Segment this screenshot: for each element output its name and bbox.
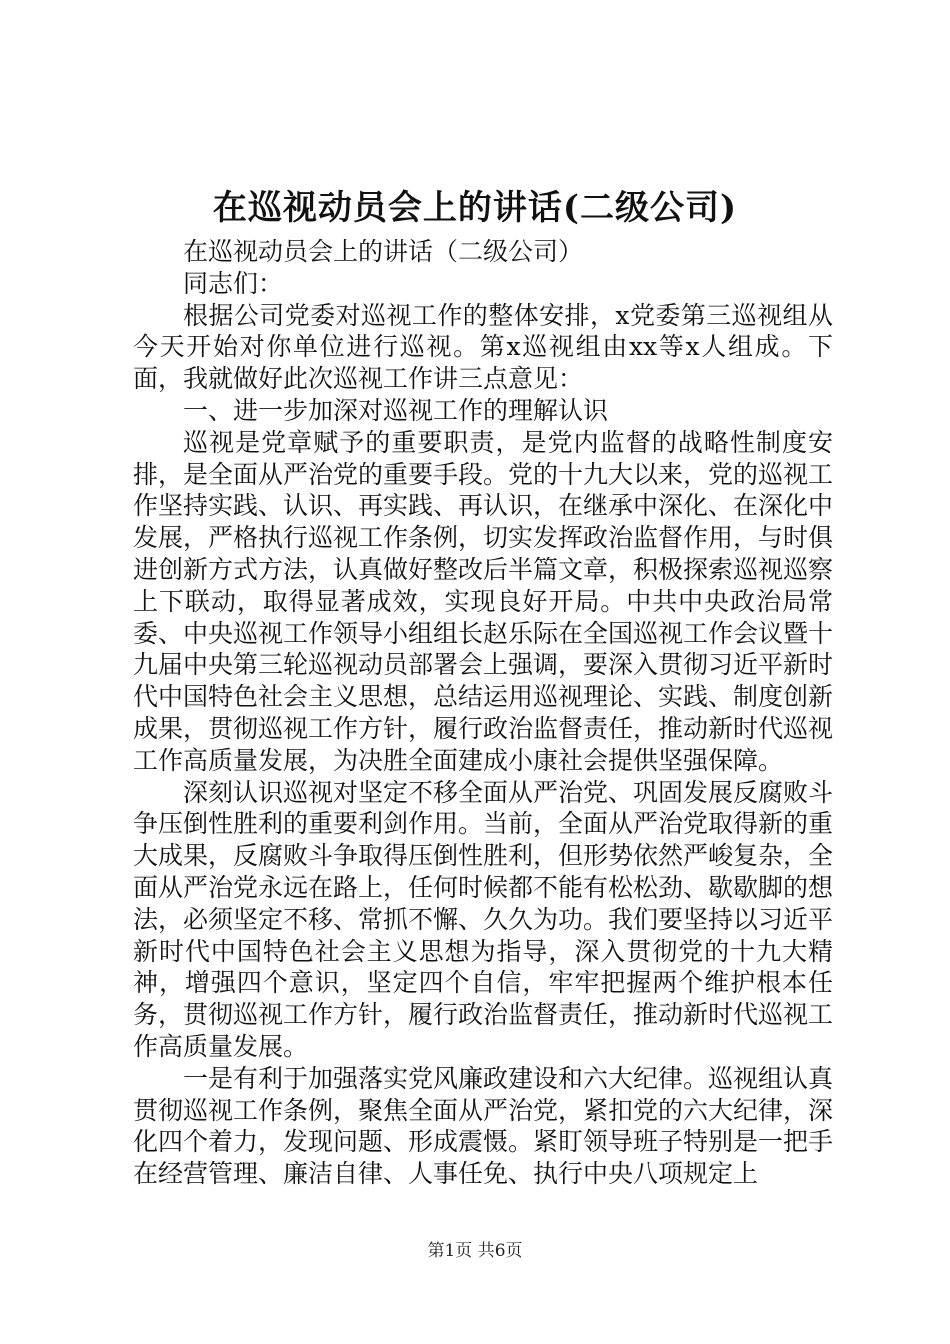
paragraph-salutation: 同志们：: [183, 268, 284, 298]
document-body: [133, 236, 833, 1190]
paragraph-intro: 根据公司党委对巡视工作的整体安排，x党委第三巡视组从今天开始对你单位进行巡视。第x巡视组由xx等x人组成。下面，我就做好此次巡视工作讲三点意见：: [133, 300, 833, 394]
paragraph-body: 一是有利于加强落实党风廉政建设和六大纪律。巡视组认真贯彻巡视工作条例，聚焦全面从严治党，紧扣党的六大纪律，深化四个着力，发现问题、形成震慑。紧盯领导班子特别是一把手在经营管理、廉洁自律、人事任免、执行中央八项规定上: [133, 1063, 834, 1189]
document-title: 在巡视动员会上的讲话(二级公司): [212, 188, 738, 228]
paragraph-body: 巡视是党章赋予的重要职责，是党内监督的战略性制度安排，是全面从严治党的重要手段。党的十九大以来，党的巡视工作坚持实践、认识、再实践、再认识，在继承中深化、在深化中发展，严格执行巡视工作条例，切实发挥政治监督作用，与时俱进创新方式方法，认真做好整改后半篇文章，积极探索巡视巡察上下联动，取得显著成效，实现良好开局。中共中央政治局常委、中央巡视工作领导小组组长赵乐际在全国巡视工作会议暨十九届中央第三轮巡视动员部署会上强调，要深入贯彻习近平新时代中国特色社会主义思想，总结运用巡视理论、实践、制度创新成果，贯彻巡视工作方针，履行政治监督责任，推动新时代巡视工作高质量发展，为决胜全面建成小康社会提供坚强保障。: [133, 427, 834, 775]
paragraph-section-heading: 一、进一步加深对巡视工作的理解认识: [183, 395, 609, 425]
paragraph-subtitle: 在巡视动员会上的讲话（二级公司）: [183, 237, 584, 266]
page-footer: 第1页 共6页: [427, 1241, 523, 1261]
paragraph-body: 深刻认识巡视对坚定不移全面从严治党、巩固发展反腐败斗争压倒性胜利的重要利剑作用。当前，全面从严治党取得新的重大成果，反腐败斗争取得压倒性胜利，但形势依然严峻复杂，全面从严治党永远在路上，任何时候都不能有松松劲、歇歇脚的想法，必须坚定不移、常抓不懈、久久为功。我们要坚持以习近平新时代中国特色社会主义思想为指导，深入贯彻党的十九大精神，增强四个意识，坚定四个自信，牢牢把握两个维护根本任务，贯彻巡视工作方针，履行政治监督责任，推动新时代巡视工作高质量发展。: [133, 777, 834, 1061]
